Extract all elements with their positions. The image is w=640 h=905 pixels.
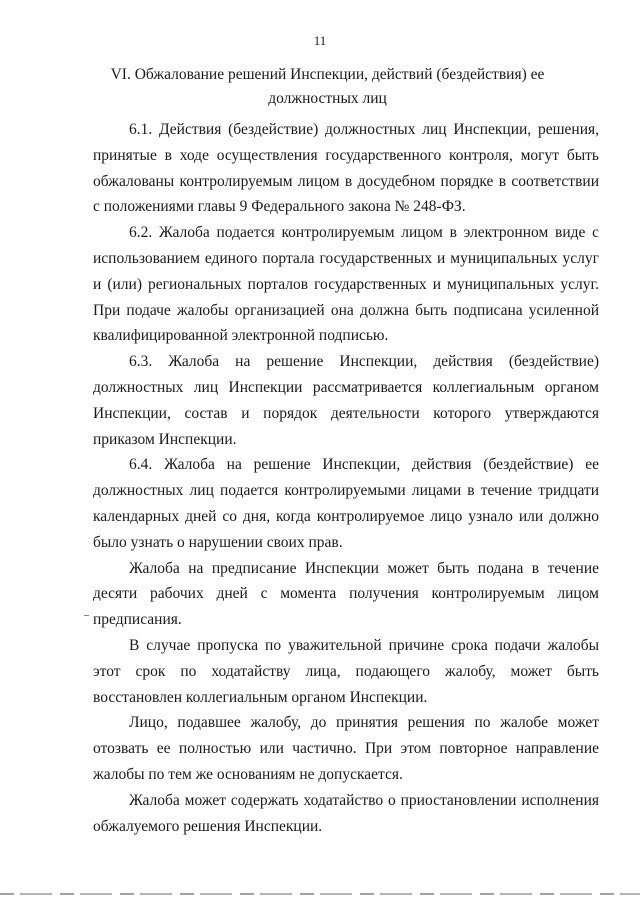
paragraph-6-3: 6.3. Жалоба на решение Инспекции, действия (бездействие) должностных лиц Инспекции рассматривается коллегиальным органом Инспекции, состав и порядок деятельности которого утверждаются приказом Инспекции.: [93, 353, 599, 448]
section-title-line-2: должностных лиц: [268, 90, 387, 107]
scan-margin-mark: [84, 615, 89, 616]
paragraph-deadline-restore: В случае пропуска по уважительной причине срока подачи жалобы этот срок по ходатайству лица, подающего жалобу, может быть восстановлен коллегиальным органом Инспекции.: [93, 636, 599, 706]
section-body: [93, 117, 599, 839]
paragraph-6-2: 6.2. Жалоба подается контролируемым лицом в электронном виде с использованием единого портала государственных и муниципальных услуг и (или) региональных порталов государственных и муниципальных услуг. При подаче жалобы организацией она должна быть подписана усиленной квалифицированной электронной подписью.: [93, 224, 599, 345]
paragraph-suspension-request: Жалоба может содержать ходатайство о приостановлении исполнения обжалуемого решения Инспекции.: [93, 791, 599, 835]
paragraph-prescription-appeal: Жалоба на предписание Инспекции может быть подана в течение десяти рабочих дней с момента получения контролируемым лицом предписания.: [93, 559, 599, 629]
paragraph-6-1: 6.1. Действия (бездействие) должностных лиц Инспекции, решения, принятые в ходе осуществления государственного контроля, могут быть обжалованы контролируемым лицом в досудебном порядке в соответствии с положениями главы 9 Федерального закона № 248-ФЗ.: [93, 121, 599, 216]
paragraph-6-4: 6.4. Жалоба на решение Инспекции, действия (бездействие) ее должностных лиц подается контролируемыми лицами в течение тридцати календарных дней со дня, когда контролируемое лицо узнало или должно было узнать о нарушении своих прав.: [93, 456, 599, 551]
paragraph-withdrawal: Лицо, подавшее жалобу, до принятия решения по жалобе может отозвать ее полностью или частично. При этом повторное направление жалобы по тем же основаниям не допускается.: [93, 714, 599, 783]
section-title-line-1: VI. Обжалование решений Инспекции, действий (бездействия) ее: [110, 66, 545, 83]
section-title: [90, 63, 565, 111]
scan-bottom-edge: [0, 893, 640, 895]
page-number: 11: [313, 33, 327, 48]
